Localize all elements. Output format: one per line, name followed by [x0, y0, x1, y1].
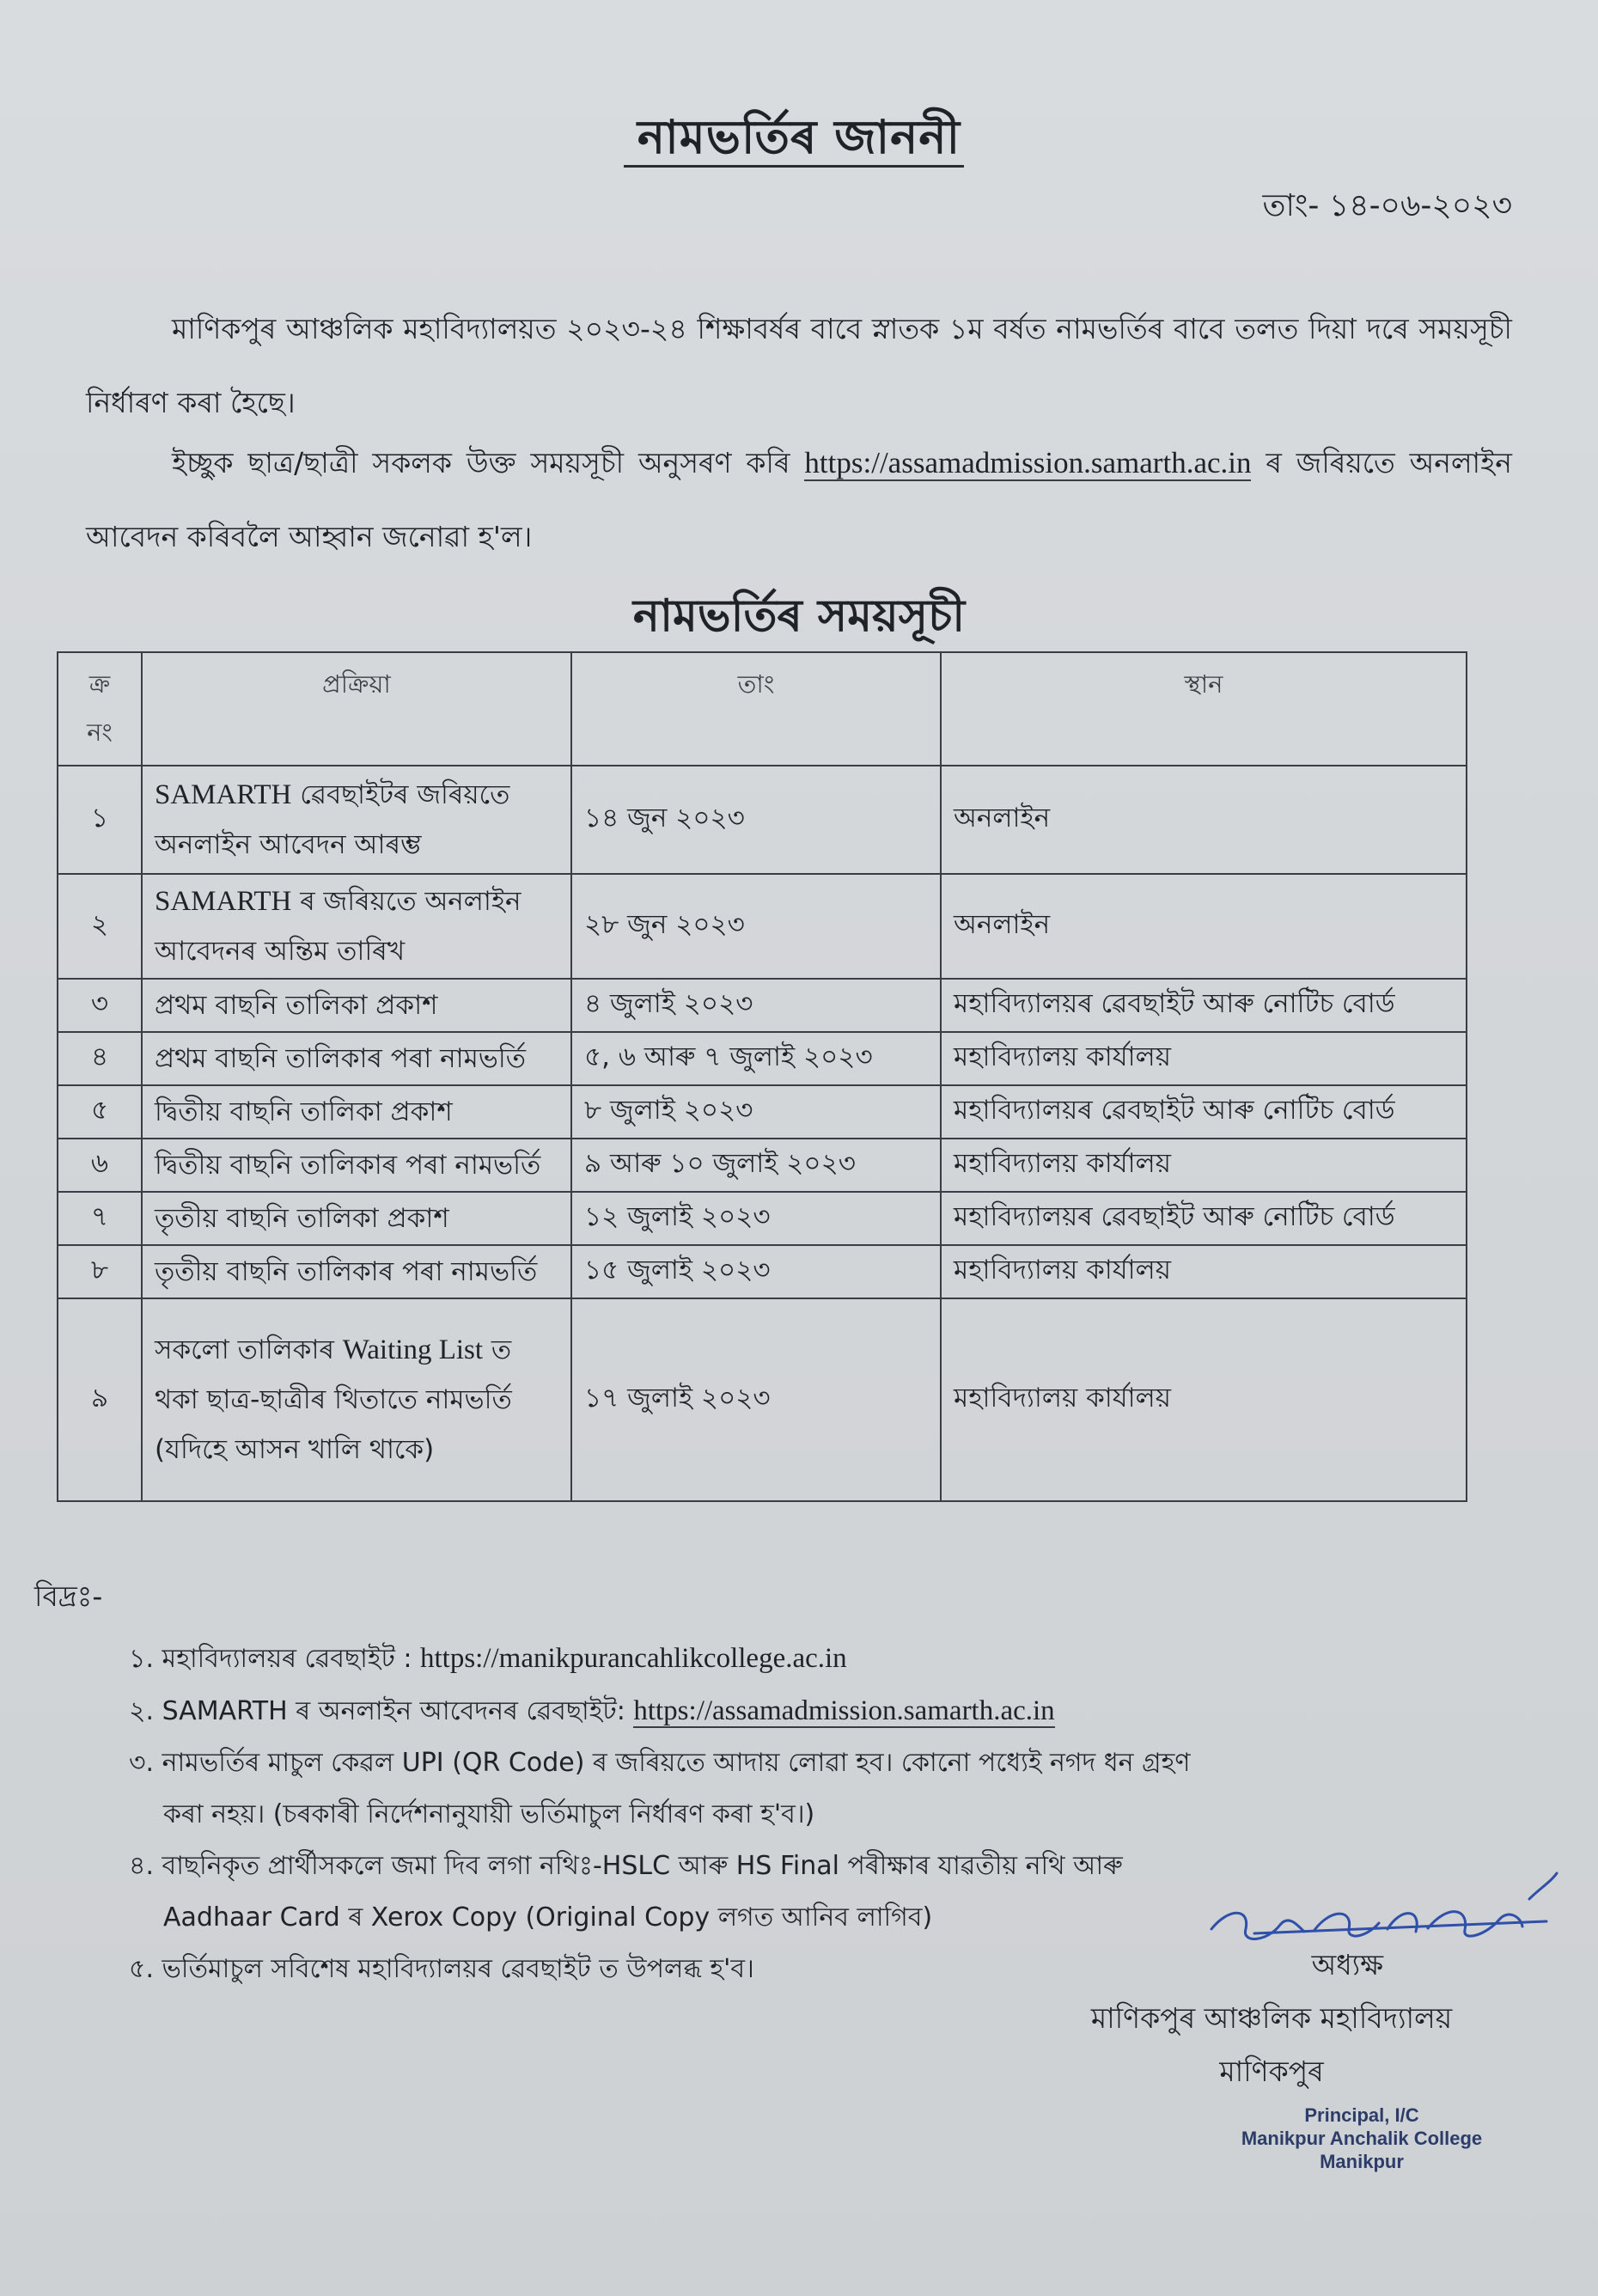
table-row	[58, 1245, 1467, 1298]
table-row	[58, 979, 1467, 1032]
row-place: মহাবিদ্যালয় কাৰ্যালয়	[941, 1032, 1467, 1085]
table-row	[58, 1298, 1467, 1501]
college-name: মাণিকপুৰ আঞ্চলিক মহাবিদ্যালয়	[1090, 2001, 1453, 2035]
row-place: অনলাইন	[941, 874, 1467, 979]
row-number: ৩	[58, 979, 142, 1032]
row-process: দ্বিতীয় বাছনি তালিকাৰ পৰা নামভৰ্তি	[142, 1139, 571, 1192]
row-process-latin: SAMARTH	[155, 779, 292, 810]
row-process-latin: Waiting List	[342, 1334, 484, 1365]
samarth-website-link[interactable]: https://assamadmission.samarth.ac.in	[633, 1695, 1055, 1726]
instruction-text-start: ইচ্ছুক ছাত্ৰ/ছাত্ৰী সকলক উক্ত সময়সূচী অনুসৰণ কৰি	[172, 446, 790, 479]
note-item: ৩. নামভৰ্তিৰ মাচুল কেৱল UPI (QR Code) ৰ জৰিয়তে আদায় লোৱা হব। কোনো পধ্যেই নগদ ধন গ্ৰহণ কৰা নহয়। (চৰকাৰী নিৰ্দেশনানুযায়ী ভৰ্তিমাচুল নিৰ্ধাৰণ কৰা হ'ব।)	[129, 1748, 1191, 1829]
row-place: মহাবিদ্যালয়ৰ ৱেবছাইট আৰু নোটিচ বোৰ্ড	[941, 1085, 1467, 1139]
row-process: তৃতীয় বাছনি তালিকাৰ পৰা নামভৰ্তি	[142, 1245, 571, 1298]
row-number: ২	[58, 874, 142, 979]
table-row	[58, 1192, 1467, 1245]
row-number: ৫	[58, 1085, 142, 1139]
college-website-link[interactable]: https://manikpurancahlikcollege.ac.in	[420, 1643, 847, 1674]
header-serial-line2: নং	[87, 718, 113, 747]
row-process	[142, 766, 571, 874]
note-item: ৫. ভৰ্তিমাচুল সবিশেষ মহাবিদ্যালয়ৰ ৱেবছাইট ত উপলব্ধ হ'ব।	[129, 1954, 754, 1984]
intro-paragraph	[86, 292, 1512, 440]
note-text: ১. মহাবিদ্যালয়ৰ ৱেবছাইট :	[129, 1644, 420, 1674]
row-date: ১৪ জুন ২০২৩	[571, 766, 941, 874]
notice-title: নামভৰ্তিৰ জাননী	[637, 110, 961, 164]
stamp-line3: Manikpur	[1320, 2151, 1404, 2172]
row-process: তৃতীয় বাছনি তালিকা প্ৰকাশ	[142, 1192, 571, 1245]
row-process-text: ৰ জৰিয়তে অনলাইন আবেদনৰ অন্তিম তাৰিখ	[155, 886, 521, 967]
row-process: দ্বিতীয় বাছনি তালিকা প্ৰকাশ	[142, 1085, 571, 1139]
row-date: ১৭ জুলাই ২০২৩	[571, 1298, 941, 1501]
header-process: প্ৰক্ৰিয়া	[142, 652, 571, 766]
row-process-latin: SAMARTH	[155, 886, 292, 917]
row-number: ৬	[58, 1139, 142, 1192]
row-date: ১৫ জুলাই ২০২৩	[571, 1245, 941, 1298]
schedule-table	[57, 651, 1467, 1502]
row-place: অনলাইন	[941, 766, 1467, 874]
row-place: মহাবিদ্যালয় কাৰ্যালয়	[941, 1139, 1467, 1192]
row-date: ১২ জুলাই ২০২৩	[571, 1192, 941, 1245]
table-row	[58, 1085, 1467, 1139]
row-place: মহাবিদ্যালয়ৰ ৱেবছাইট আৰু নোটিচ বোৰ্ড	[941, 979, 1467, 1032]
row-process: প্ৰথম বাছনি তালিকা প্ৰকাশ	[142, 979, 571, 1032]
row-place: মহাবিদ্যালয় কাৰ্যালয়	[941, 1298, 1467, 1501]
row-process	[142, 874, 571, 979]
note-item	[129, 1685, 1203, 1737]
note-item: ৪. বাছনিকৃত প্ৰাৰ্থীসকলে জমা দিব লগা নথিঃ-HSLC আৰু HS Final পৰীক্ষাৰ যাৱতীয় নথি আৰু Aadhaar Card ৰ Xerox Copy (Original Copy লগত আনিব লাগিব)	[129, 1851, 1123, 1933]
table-row	[58, 874, 1467, 979]
note-text: ২. SAMARTH ৰ অনলাইন আবেদনৰ ৱেবছাইট:	[129, 1696, 634, 1726]
table-header-row	[58, 652, 1467, 766]
table-row	[58, 1139, 1467, 1192]
row-number: ১	[58, 766, 142, 874]
row-date: ২৮ জুন ২০২৩	[571, 874, 941, 979]
intro-text: মাণিকপুৰ আঞ্চলিক মহাবিদ্যালয়ত ২০২৩-২৪ শিক্ষাবৰ্ষৰ বাবে স্নাতক ১ম বৰ্ষত নামভৰ্তিৰ বাবে তলত দিয়া দৰে সময়সূচী নিৰ্ধাৰণ কৰা হৈছে।	[86, 312, 1512, 419]
row-date: ৫, ৬ আৰু ৭ জুলাই ২০২৩	[571, 1032, 941, 1085]
row-date: ৮ জুলাই ২০২৩	[571, 1085, 941, 1139]
header-date: তাং	[571, 652, 941, 766]
notice-date: তাং- ১৪-০৬-২০২৩	[1262, 188, 1512, 223]
note-item	[129, 1633, 1203, 1685]
row-number: ৭	[58, 1192, 142, 1245]
header-serial	[58, 652, 142, 766]
row-number: ৮	[58, 1245, 142, 1298]
principal-stamp	[1203, 2104, 1521, 2173]
row-number: ৯	[58, 1298, 142, 1501]
stamp-line2: Manikpur Anchalik College	[1241, 2128, 1483, 2149]
college-place: মাণিকপুৰ	[1219, 2055, 1324, 2088]
table-row	[58, 1032, 1467, 1085]
notes-heading: বিদ্ৰঃ-	[34, 1579, 103, 1613]
row-place: মহাবিদ্যালয়ৰ ৱেবছাইট আৰু নোটিচ বোৰ্ড	[941, 1192, 1467, 1245]
header-place: স্থান	[941, 652, 1467, 766]
signatory-block	[1031, 1939, 1512, 2098]
row-place: মহাবিদ্যালয় কাৰ্যালয়	[941, 1245, 1467, 1298]
instruction-paragraph	[86, 426, 1512, 574]
table-row	[58, 766, 1467, 874]
row-process-text: সকলো তালিকাৰ	[155, 1334, 334, 1365]
row-process: প্ৰথম বাছনি তালিকাৰ পৰা নামভৰ্তি	[142, 1032, 571, 1085]
row-process	[142, 1298, 571, 1501]
stamp-line1: Principal, I/C	[1304, 2104, 1419, 2126]
row-date: ৪ জুলাই ২০২৩	[571, 979, 941, 1032]
schedule-title: নামভৰ্তিৰ সময়সূচী	[632, 590, 966, 642]
samarth-link[interactable]: https://assamadmission.samarth.ac.in	[804, 446, 1252, 479]
row-process-text: ৱেবছাইটৰ জৰিয়তে অনলাইন আবেদন আৰম্ভ	[155, 779, 510, 860]
title-underline	[624, 165, 964, 168]
row-number: ৪	[58, 1032, 142, 1085]
designation: অধ্যক্ষ	[1311, 1948, 1383, 1982]
header-serial-line1: ক্র	[88, 669, 111, 699]
instruction-text-end: ৰ জৰিয়তে অনলাইন আবেদন কৰিবলৈ আহ্বান জনোৱা হ'ল।	[86, 446, 1512, 553]
row-date: ৯ আৰু ১০ জুলাই ২০২৩	[571, 1139, 941, 1192]
row-process-text-2: ত থকা ছাত্ৰ-ছাত্ৰীৰ থিতাতে নামভৰ্তি (যদিহে আসন খালি থাকে)	[155, 1334, 512, 1465]
